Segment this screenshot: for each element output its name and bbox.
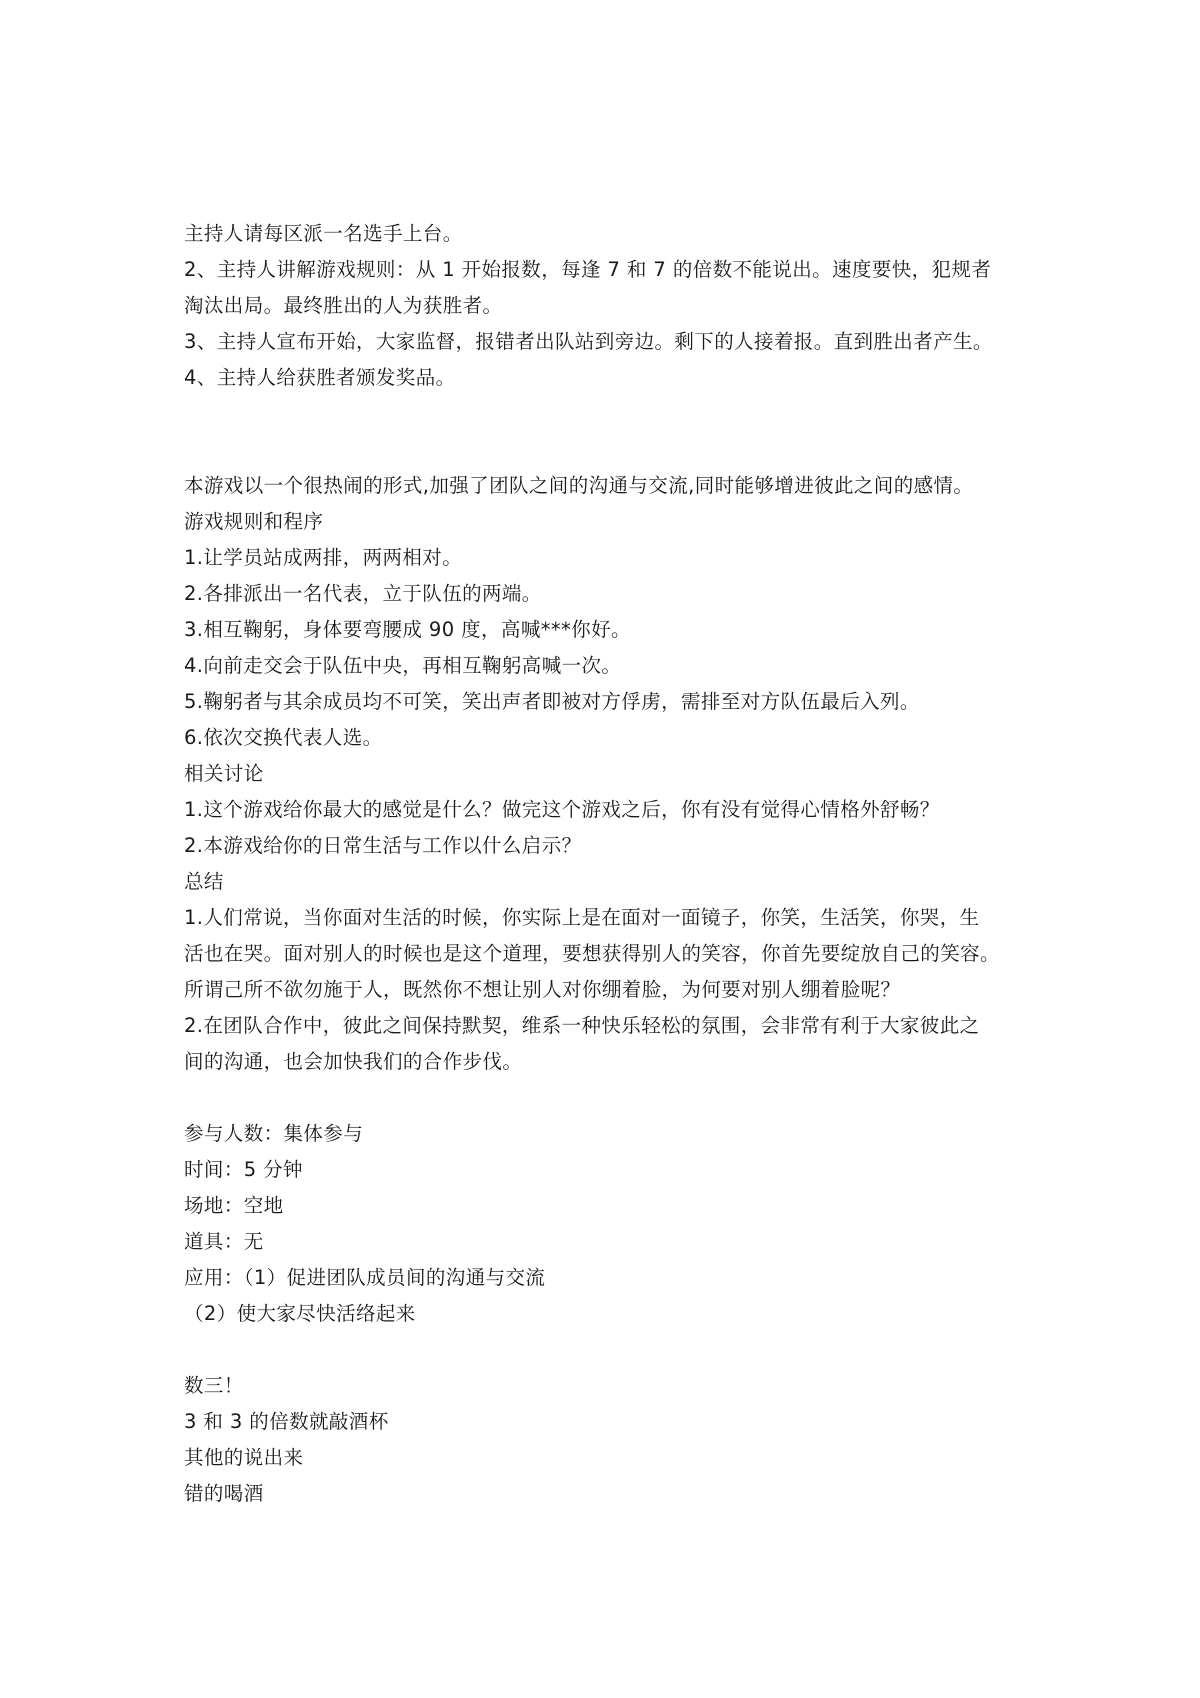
- section-heading: 总结: [184, 870, 224, 893]
- list-item: 6.依次交换代表人选。: [184, 726, 383, 749]
- info-line: 参与人数：集体参与: [184, 1122, 364, 1145]
- paragraph-line: 3、主持人宣布开始，大家监督，报错者出队站到旁边。剩下的人接着报。直到胜出者产生。: [184, 330, 993, 353]
- paragraph-line: 淘汰出局。最终胜出的人为获胜者。: [184, 294, 503, 317]
- info-line: 应用：（1）促进团队成员间的沟通与交流: [184, 1266, 546, 1289]
- info-line: 道具：无: [184, 1230, 264, 1253]
- info-line: （2）使大家尽快活络起来: [184, 1302, 416, 1325]
- list-item: 1.这个游戏给你最大的感觉是什么？做完这个游戏之后，你有没有觉得心情格外舒畅？: [184, 798, 940, 821]
- list-item: 3.相互鞠躬，身体要弯腰成 90 度，高喊***你好。: [184, 618, 631, 641]
- section-heading: 游戏规则和程序: [184, 510, 324, 533]
- paragraph-line: 所谓己所不欲勿施于人，既然你不想让别人对你绷着脸，为何要对别人绷着脸呢？: [184, 978, 901, 1001]
- section-heading: 相关讨论: [184, 762, 264, 785]
- paragraph-line: 主持人请每区派一名选手上台。: [184, 222, 463, 245]
- paragraph-line: 本游戏以一个很热闹的形式,加强了团队之间的沟通与交流,同时能够增进彼此之间的感情。: [184, 474, 974, 497]
- paragraph-line: 3 和 3 的倍数就敲酒杯: [184, 1410, 389, 1433]
- paragraph-line: 错的喝酒: [184, 1482, 264, 1505]
- list-item: 2.本游戏给你的日常生活与工作以什么启示？: [184, 834, 582, 857]
- info-line: 时间：5 分钟: [184, 1158, 303, 1181]
- list-item: 2.各排派出一名代表，立于队伍的两端。: [184, 582, 542, 605]
- paragraph-line: 间的沟通，也会加快我们的合作步伐。: [184, 1050, 523, 1073]
- list-item: 4.向前走交会于队伍中央，再相互鞠躬高喊一次。: [184, 654, 622, 677]
- list-item: 5.鞠躬者与其余成员均不可笑，笑出声者即被对方俘虏，需排至对方队伍最后入列。: [184, 690, 920, 713]
- paragraph-line: 2、主持人讲解游戏规则：从 1 开始报数，每逢 7 和 7 的倍数不能说出。速度要快，犯规者: [184, 258, 992, 281]
- paragraph-line: 其他的说出来: [184, 1446, 304, 1469]
- paragraph-line: 4、主持人给获胜者颁发奖品。: [184, 366, 456, 389]
- paragraph-line: 数三！: [184, 1374, 244, 1397]
- info-line: 场地：空地: [184, 1194, 284, 1217]
- paragraph-line: 2.在团队合作中，彼此之间保持默契，维系一种快乐轻松的氛围，会非常有利于大家彼此之: [184, 1014, 980, 1037]
- list-item: 1.让学员站成两排，两两相对。: [184, 546, 463, 569]
- paragraph-line: 1.人们常说，当你面对生活的时候，你实际上是在面对一面镜子，你笑，生活笑，你哭，生: [184, 906, 980, 929]
- paragraph-line: 活也在哭。面对别人的时候也是这个道理，要想获得别人的笑容，你首先要绽放自己的笑容。: [184, 942, 1000, 965]
